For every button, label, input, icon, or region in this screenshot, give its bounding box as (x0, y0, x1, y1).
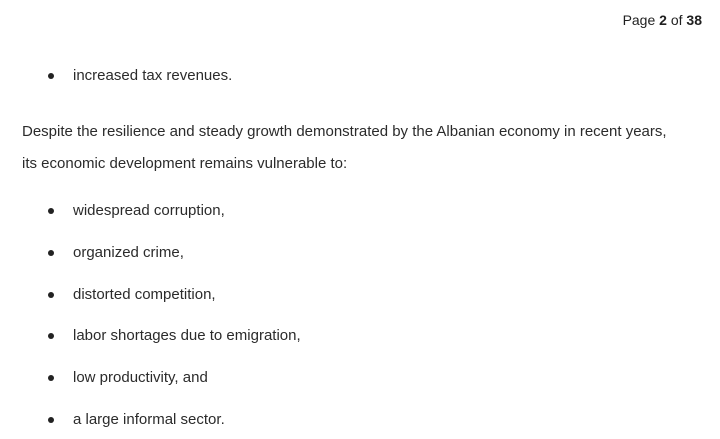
bullet-icon (48, 375, 54, 381)
list-item-text: widespread corruption, (73, 202, 225, 219)
list-item-distorted-competition (48, 286, 216, 303)
list-item-text: organized crime, (73, 244, 184, 261)
bullet-icon (48, 292, 54, 298)
list-item-informal-sector (48, 411, 225, 428)
list-item-text: labor shortages due to emigration, (73, 327, 301, 344)
paragraph-line-2: its economic development remains vulnerable to: (22, 155, 348, 172)
list-item-text: a large informal sector. (73, 411, 225, 428)
bullet-icon (48, 73, 54, 79)
bullet-icon (48, 333, 54, 339)
bullet-icon (48, 417, 54, 423)
list-item-text: increased tax revenues. (73, 67, 233, 84)
list-item-corruption (48, 202, 225, 219)
page-number-header (623, 12, 702, 28)
paragraph-line-1: Despite the resilience and steady growth demonstrated by the Albanian economy in recent years, (22, 123, 667, 140)
list-item-tax-revenues (48, 67, 232, 84)
list-item-organized-crime (48, 244, 184, 261)
list-item-labor-shortages (48, 327, 301, 344)
page-word: Page (622, 12, 656, 28)
list-item-text: distorted competition, (73, 286, 216, 303)
total-pages-number: 38 (686, 12, 702, 28)
of-word: of (670, 12, 683, 28)
list-item-low-productivity (48, 369, 208, 386)
bullet-icon (48, 250, 54, 256)
body-paragraph (22, 116, 712, 180)
current-page-number: 2 (659, 12, 667, 28)
bullet-icon (48, 208, 54, 214)
list-item-text: low productivity, and (73, 369, 208, 386)
